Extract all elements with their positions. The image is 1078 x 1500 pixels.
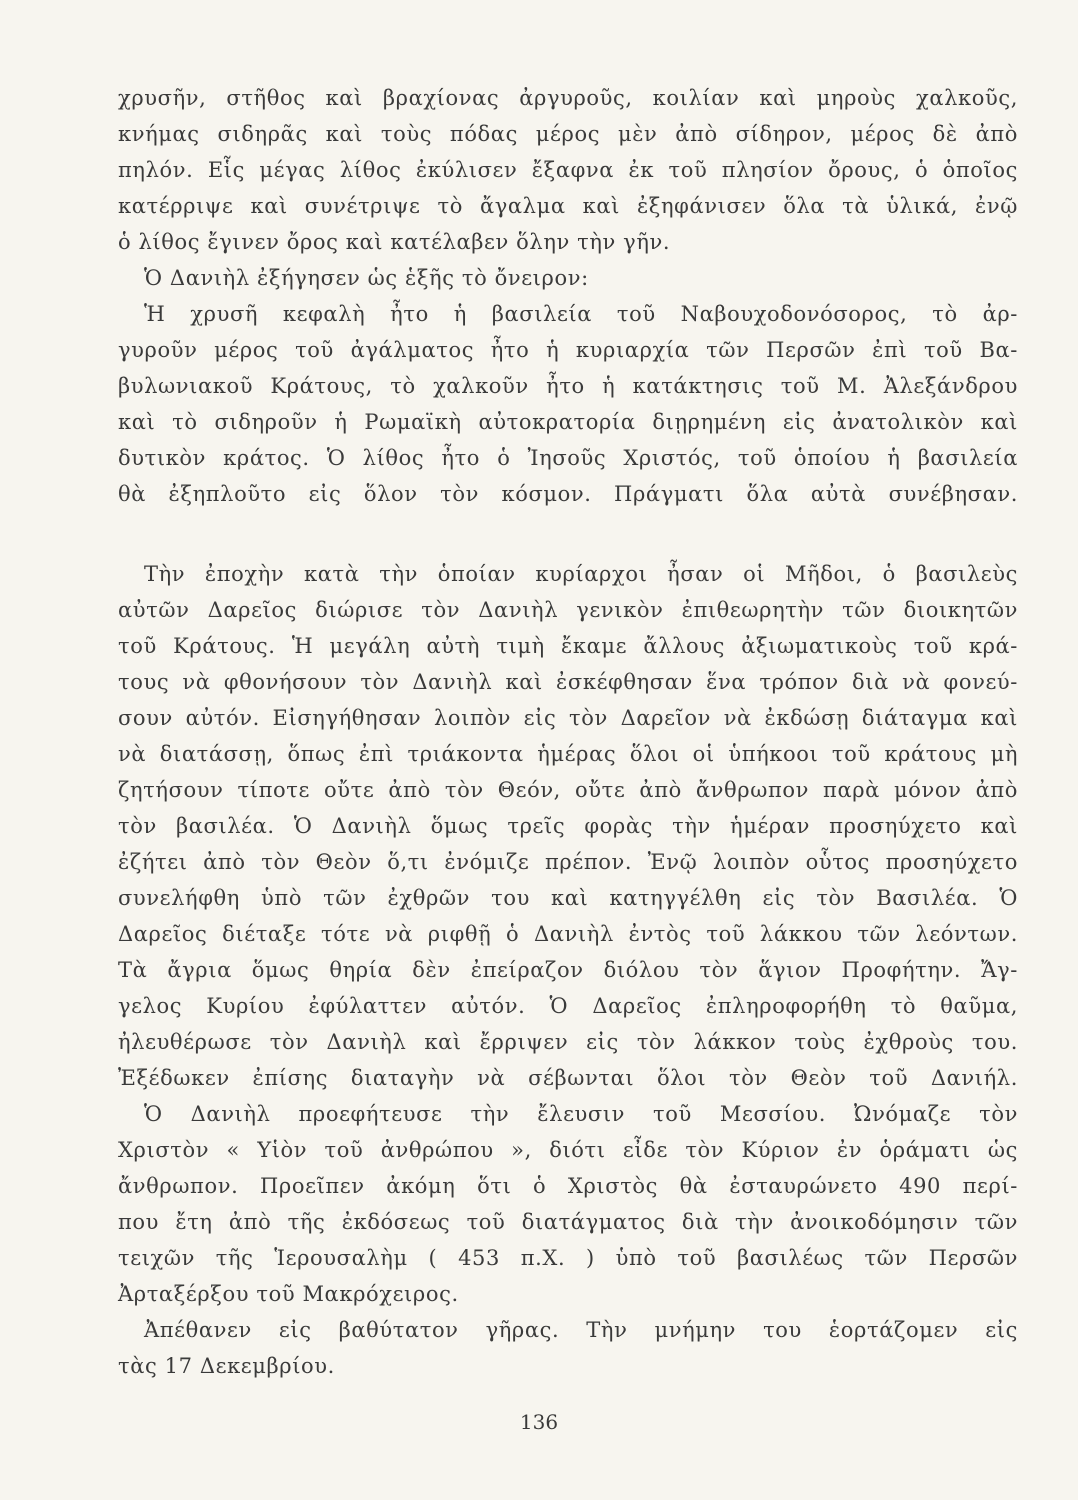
text-line: Ἀπέθανεν εἰς βαθύτατον γῆρας. Τὴν μνήμην του ἑορτάζομεν εἰς	[144, 1318, 1018, 1342]
text-line: που ἔτη ἀπὸ τῆς ἐκδόσεως τοῦ διατάγματος διὰ τὴν ἀνοικοδόμησιν τῶν	[118, 1210, 1018, 1234]
text-line: Τὰ ἄγρια ὅμως θηρία δὲν ἐπείραζον διόλου τὸν ἅγιον Προφήτην. Ἄγ-	[118, 958, 1018, 982]
text-line: αὐτῶν Δαρεῖος διώρισε τὸν Δανιὴλ γενικὸν ἐπιθεωρητὴν τῶν διοικητῶν	[118, 598, 1018, 622]
text-line: κνήμας σιδηρᾶς καὶ τοὺς πόδας μέρος μὲν ἀπὸ σίδηρον, μέρος δὲ ἀπὸ	[118, 122, 1018, 146]
text-line: γυροῦν μέρος τοῦ ἀγάλματος ἦτο ἡ κυριαρχία τῶν Περσῶν ἐπὶ τοῦ Βα-	[118, 338, 1018, 362]
text-line: σουν αὐτόν. Εἰσηγήθησαν λοιπὸν εἰς τὸν Δαρεῖον νὰ ἐκδώσῃ διάταγμα καὶ	[118, 706, 1018, 730]
text-line: ὁ λίθος ἔγινεν ὄρος καὶ κατέλαβεν ὅλην τὴν γῆν.	[118, 230, 671, 254]
text-line: καὶ τὸ σιδηροῦν ἡ Ρωμαϊκὴ αὐτοκρατορία διῃρημένη εἰς ἀνατολικὸν καὶ	[118, 410, 1018, 434]
text-line: γελος Κυρίου ἐφύλαττεν αὐτόν. Ὁ Δαρεῖος ἐπληροφορήθη τὸ θαῦμα,	[118, 994, 1018, 1018]
text-line: θὰ ἐξηπλοῦτο εἰς ὅλον τὸν κόσμον. Πράγματι ὅλα αὐτὰ συνέβησαν.	[118, 482, 1018, 506]
text-line: Δαρεῖος διέταξε τότε νὰ ριφθῇ ὁ Δανιὴλ ἐντὸς τοῦ λάκκου τῶν λεόντων.	[118, 922, 1018, 946]
text-line: πηλόν. Εἷς μέγας λίθος ἐκύλισεν ἔξαφνα ἐκ τοῦ πλησίον ὄρους, ὁ ὁποῖος	[118, 158, 1018, 182]
text-line: Χριστὸν « Υἱὸν τοῦ ἀνθρώπου », διότι εἶδε τὸν Κύριον ἐν ὁράματι ὡς	[118, 1138, 1018, 1162]
text-line: τειχῶν τῆς Ἱερουσαλὴμ ( 453 π.Χ. ) ὑπὸ τοῦ βασιλέως τῶν Περσῶν	[118, 1246, 1018, 1270]
text-line: συνελήφθη ὑπὸ τῶν ἐχθρῶν του καὶ κατηγγέλθη εἰς τὸν Βασιλέα. Ὁ	[118, 886, 1018, 910]
text-line: Ἡ χρυσῆ κεφαλὴ ἦτο ἡ βασιλεία τοῦ Ναβουχοδονόσορος, τὸ ἀρ-	[144, 302, 1018, 326]
text-line: τους νὰ φθονήσουν τὸν Δανιὴλ καὶ ἐσκέφθησαν ἕνα τρόπον διὰ νὰ φονεύ-	[118, 670, 1018, 694]
text-line: Ὁ Δανιὴλ ἐξήγησεν ὡς ἑξῆς τὸ ὄνειρον:	[144, 266, 589, 290]
text-line: τοῦ Κράτους. Ἡ μεγάλη αὐτὴ τιμὴ ἔκαμε ἄλλους ἀξιωματικοὺς τοῦ κρά-	[118, 634, 1018, 658]
text-line: Τὴν ἐποχὴν κατὰ τὴν ὁποίαν κυρίαρχοι ἦσαν οἱ Μῆδοι, ὁ βασιλεὺς	[144, 562, 1018, 586]
text-line: Ἐξέδωκεν ἐπίσης διαταγὴν νὰ σέβωνται ὅλοι τὸν Θεὸν τοῦ Δανιήλ.	[118, 1066, 1018, 1090]
text-line: δυτικὸν κράτος. Ὁ λίθος ἦτο ὁ Ἰησοῦς Χριστός, τοῦ ὁποίου ἡ βασιλεία	[118, 446, 1018, 470]
text-line: τὰς 17 Δεκεμβρίου.	[118, 1354, 335, 1378]
page-number: 136	[519, 1410, 559, 1434]
text-line: Ἀρταξέρξου τοῦ Μακρόχειρος.	[118, 1282, 459, 1306]
text-block-top	[118, 80, 1018, 512]
text-line: χρυσῆν, στῆθος καὶ βραχίονας ἀργυροῦς, κοιλίαν καὶ μηροὺς χαλκοῦς,	[118, 86, 1018, 110]
text-line: ἠλευθέρωσε τὸν Δανιὴλ καὶ ἔρριψεν εἰς τὸν λάκκον τοὺς ἐχθροὺς του.	[118, 1030, 1018, 1054]
text-line: ζητήσουν τίποτε οὔτε ἀπὸ τὸν Θεόν, οὔτε ἀπὸ ἄνθρωπον παρὰ μόνον ἀπὸ	[118, 778, 1018, 802]
text-line: τὸν βασιλέα. Ὁ Δανιὴλ ὅμως τρεῖς φορὰς τὴν ἡμέραν προσηύχετο καὶ	[118, 814, 1018, 838]
text-line: ἄνθρωπον. Προεῖπεν ἀκόμη ὅτι ὁ Χριστὸς θὰ ἐσταυρώνετο 490 περί-	[118, 1174, 1018, 1198]
text-line: ἐζήτει ἀπὸ τὸν Θεὸν ὅ,τι ἐνόμιζε πρέπον. Ἐνῷ λοιπὸν οὗτος προσηύχετο	[118, 850, 1018, 874]
text-block-bottom	[118, 556, 1018, 1384]
text-line: Ὁ Δανιὴλ προεφήτευσε τὴν ἔλευσιν τοῦ Μεσσίου. Ὠνόμαζε τὸν	[144, 1102, 1018, 1126]
text-line: κατέρριψε καὶ συνέτριψε τὸ ἄγαλμα καὶ ἐξηφάνισεν ὅλα τὰ ὑλικά, ἐνῷ	[118, 194, 1018, 218]
text-line: βυλωνιακοῦ Κράτους, τὸ χαλκοῦν ἦτο ἡ κατάκτησις τοῦ Μ. Ἀλεξάνδρου	[118, 374, 1018, 398]
text-line: νὰ διατάσσῃ, ὅπως ἐπὶ τριάκοντα ἡμέρας ὅλοι οἱ ὑπήκοοι τοῦ κράτους μὴ	[118, 742, 1018, 766]
